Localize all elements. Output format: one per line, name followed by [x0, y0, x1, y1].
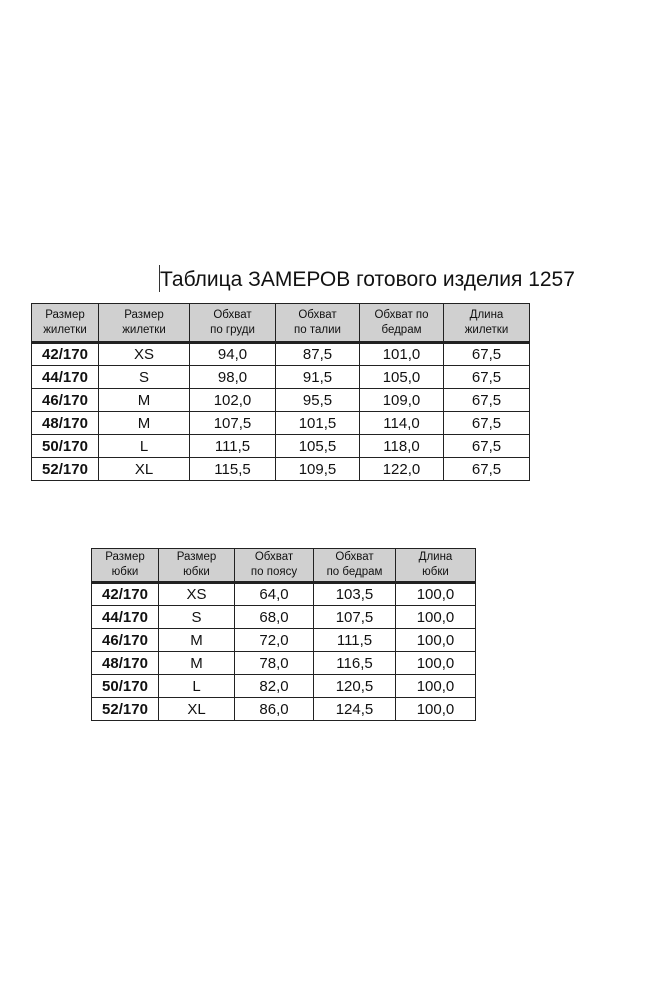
cell-size-letter: M	[99, 412, 190, 435]
cell-waist: 91,5	[276, 366, 360, 389]
cell-hips: 111,5	[314, 629, 396, 652]
header-waist: Обхват по талии	[276, 304, 360, 343]
header-length: Длина юбки	[396, 549, 476, 583]
table-row	[32, 389, 530, 412]
cell-length: 67,5	[444, 389, 530, 412]
header-size-code: Размер жилетки	[32, 304, 99, 343]
cell-size-letter: XL	[159, 698, 235, 721]
cell-waist: 95,5	[276, 389, 360, 412]
cell-chest: 115,5	[190, 458, 276, 481]
cell-size-code: 50/170	[92, 675, 159, 698]
skirt-measurements-table	[91, 548, 476, 721]
cell-length: 100,0	[396, 652, 476, 675]
cell-hips: 116,5	[314, 652, 396, 675]
cell-size-letter: M	[159, 629, 235, 652]
cell-waist: 105,5	[276, 435, 360, 458]
cell-size-code: 44/170	[32, 366, 99, 389]
cell-chest: 102,0	[190, 389, 276, 412]
cell-size-letter: L	[159, 675, 235, 698]
cell-hips: 105,0	[360, 366, 444, 389]
cell-hips: 114,0	[360, 412, 444, 435]
header-waistband: Обхват по поясу	[235, 549, 314, 583]
cell-waistband: 64,0	[235, 583, 314, 606]
cell-chest: 98,0	[190, 366, 276, 389]
cell-size-code: 52/170	[92, 698, 159, 721]
cell-waistband: 86,0	[235, 698, 314, 721]
cell-length: 67,5	[444, 412, 530, 435]
cell-length: 67,5	[444, 435, 530, 458]
cell-length: 100,0	[396, 583, 476, 606]
cell-size-code: 42/170	[92, 583, 159, 606]
cell-waistband: 78,0	[235, 652, 314, 675]
header-hips: Обхват по бедрам	[360, 304, 444, 343]
header-size-letter: Размер жилетки	[99, 304, 190, 343]
cell-size-code: 46/170	[32, 389, 99, 412]
header-length: Длина жилетки	[444, 304, 530, 343]
cell-hips: 118,0	[360, 435, 444, 458]
cell-waist: 101,5	[276, 412, 360, 435]
cell-waist: 87,5	[276, 343, 360, 366]
table-row	[32, 343, 530, 366]
cell-size-code: 46/170	[92, 629, 159, 652]
cell-length: 67,5	[444, 458, 530, 481]
cell-size-code: 50/170	[32, 435, 99, 458]
cell-length: 67,5	[444, 343, 530, 366]
cell-hips: 122,0	[360, 458, 444, 481]
cell-waist: 109,5	[276, 458, 360, 481]
table-row	[32, 412, 530, 435]
cell-size-letter: S	[159, 606, 235, 629]
header-size-code: Размер юбки	[92, 549, 159, 583]
cell-chest: 94,0	[190, 343, 276, 366]
table-header-row	[92, 549, 476, 583]
table-row	[32, 458, 530, 481]
cell-waistband: 82,0	[235, 675, 314, 698]
cell-size-code: 48/170	[92, 652, 159, 675]
table-row	[92, 583, 476, 606]
cell-length: 100,0	[396, 675, 476, 698]
cell-hips: 103,5	[314, 583, 396, 606]
table-row	[32, 435, 530, 458]
cell-size-code: 42/170	[32, 343, 99, 366]
cell-length: 100,0	[396, 698, 476, 721]
cell-size-code: 48/170	[32, 412, 99, 435]
table-row	[92, 675, 476, 698]
cell-size-letter: XS	[99, 343, 190, 366]
cell-size-letter: M	[99, 389, 190, 412]
cell-size-letter: L	[99, 435, 190, 458]
cell-chest: 111,5	[190, 435, 276, 458]
table-row	[92, 629, 476, 652]
cell-hips: 107,5	[314, 606, 396, 629]
cell-hips: 120,5	[314, 675, 396, 698]
header-chest: Обхват по груди	[190, 304, 276, 343]
header-hips: Обхват по бедрам	[314, 549, 396, 583]
document-title: Таблица ЗАМЕРОВ готового изделия 1257	[160, 268, 575, 291]
cell-waistband: 72,0	[235, 629, 314, 652]
cell-length: 67,5	[444, 366, 530, 389]
header-size-letter: Размер юбки	[159, 549, 235, 583]
cell-length: 100,0	[396, 606, 476, 629]
vest-measurements-table	[31, 303, 530, 481]
cell-size-code: 44/170	[92, 606, 159, 629]
table-row	[92, 698, 476, 721]
cell-chest: 107,5	[190, 412, 276, 435]
cell-length: 100,0	[396, 629, 476, 652]
cell-hips: 101,0	[360, 343, 444, 366]
table-row	[92, 652, 476, 675]
table-header-row	[32, 304, 530, 343]
cell-hips: 109,0	[360, 389, 444, 412]
table-row	[92, 606, 476, 629]
cell-size-letter: S	[99, 366, 190, 389]
table-row	[32, 366, 530, 389]
cell-size-letter: M	[159, 652, 235, 675]
cell-size-code: 52/170	[32, 458, 99, 481]
cell-size-letter: XS	[159, 583, 235, 606]
cell-size-letter: XL	[99, 458, 190, 481]
cell-hips: 124,5	[314, 698, 396, 721]
cell-waistband: 68,0	[235, 606, 314, 629]
